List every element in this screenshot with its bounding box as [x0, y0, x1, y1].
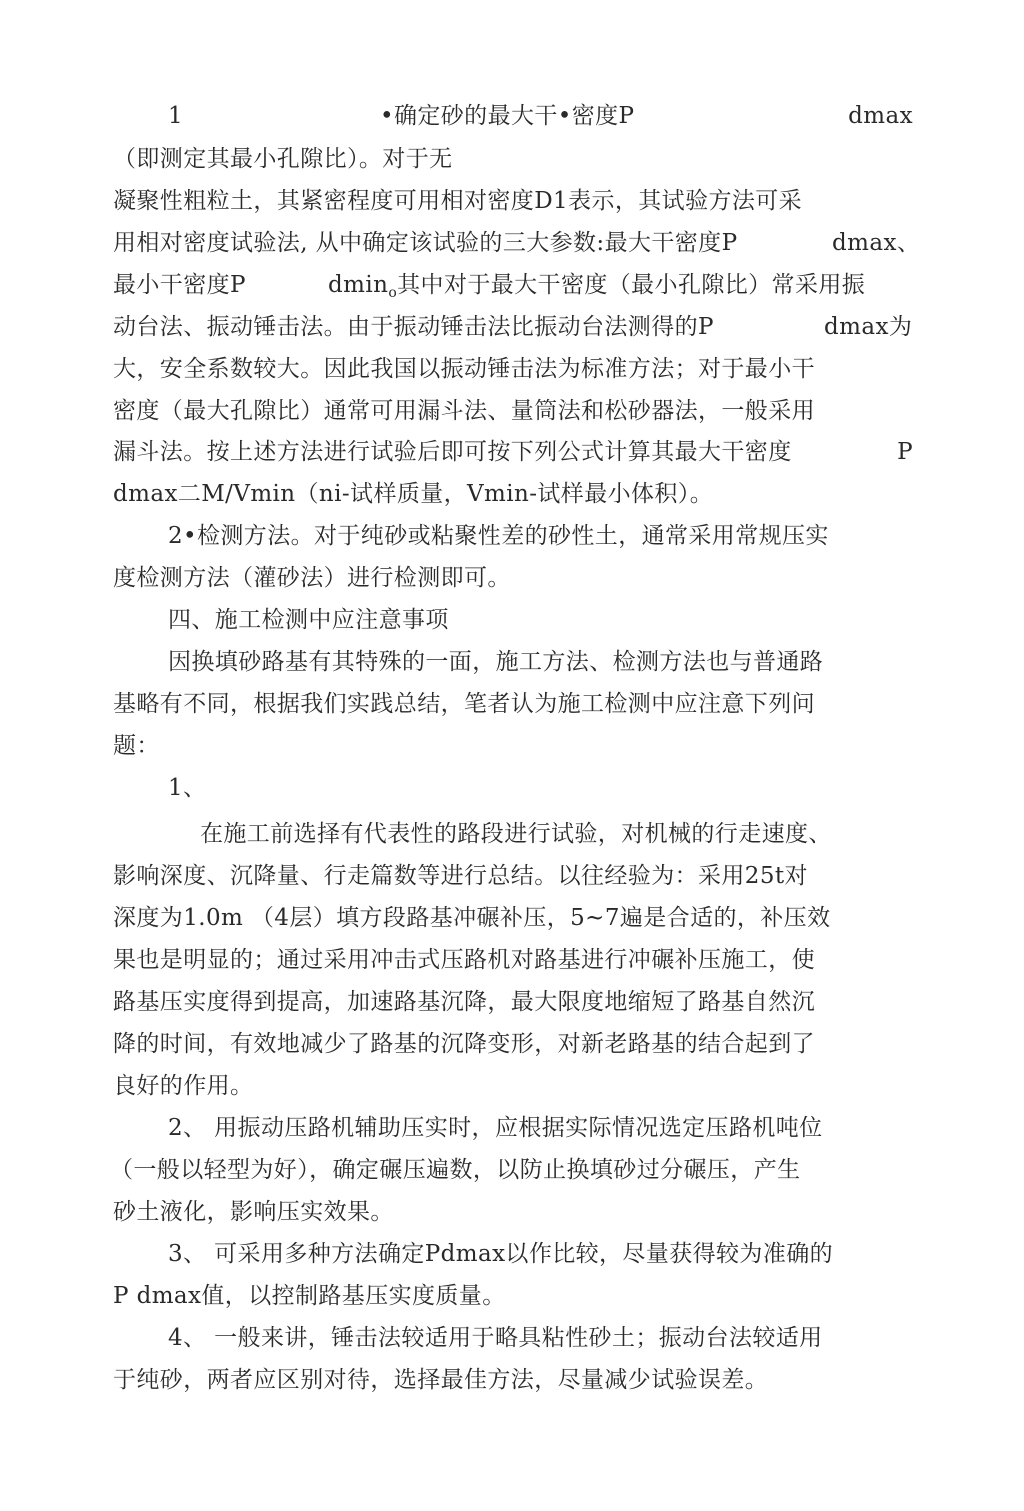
- text-line: dmax二M/Vmin（ni-试样质量，Vmin-试样最小体积）。: [113, 481, 714, 507]
- text-line: [113, 270, 913, 300]
- text-line: 2、 用振动压路机辅助压实时，应根据实际情况选定压路机吨位: [168, 1115, 823, 1141]
- text-line: 密度（最大孔隙比）通常可用漏斗法、量筒法和松砂器法，一般采用: [113, 398, 815, 424]
- text-line: P dmax值，以控制路基压实度质量。: [113, 1283, 506, 1309]
- text-line: 4、 一般来讲，锤击法较适用于略具粘性砂土；振动台法较适用: [168, 1325, 823, 1351]
- text-line: 凝聚性粗粒土，其紧密程度可用相对密度D1表示，其试验方法可采: [113, 188, 803, 214]
- section-heading: 四、施工检测中应注意事项: [168, 607, 449, 633]
- text-line: 路基压实度得到提高，加速路基沉降，最大限度地缩短了路基自然沉: [113, 989, 815, 1015]
- text-line: 降的时间，有效地减少了路基的沉降变形，对新老路基的结合起到了: [113, 1031, 815, 1057]
- text-line: 良好的作用。: [113, 1073, 254, 1099]
- text-line: 影响深度、沉降量、行走篇数等进行总结。以往经验为：采用25t对: [113, 863, 808, 889]
- text-line: 在施工前选择有代表性的路段进行试验，对机械的行走速度、: [200, 821, 832, 847]
- text-fragment: 用相对密度试验法, 从中确定该试验的三大参数:最大干密度P: [113, 230, 738, 256]
- text-line: 果也是明显的；通过采用冲击式压路机对路基进行冲碾补压施工，使: [113, 947, 815, 973]
- text-fragment: •确定砂的最大干•密度P: [380, 103, 635, 129]
- text-line: 因换填砂路基有其特殊的一面，施工方法、检测方法也与普通路: [168, 649, 824, 675]
- text-line: [113, 437, 913, 467]
- text-fragment: 动台法、振动锤击法。由于振动锤击法比振动台法测得的P: [113, 314, 714, 340]
- text-line: 于纯砂，两者应区别对待，选择最佳方法，尽量减少试验误差。: [113, 1367, 769, 1393]
- text-line: 题：: [113, 733, 160, 759]
- text-line: 3、 可采用多种方法确定Pdmax以作比较，尽量获得较为准确的: [168, 1241, 834, 1267]
- list-number: 1: [168, 103, 184, 129]
- text-fragment: [328, 270, 865, 308]
- text-fragment: 漏斗法。按上述方法进行试验后即可按下列公式计算其最大干密度: [113, 439, 792, 465]
- text-fragment: dmin: [328, 272, 389, 298]
- text-line: 深度为1.0m （4层）填方段路基冲碾补压，5~7遍是合适的，补压效: [113, 905, 831, 931]
- text-line: 砂土液化，影响压实效果。: [113, 1199, 394, 1225]
- text-fragment: dmax、: [832, 230, 921, 256]
- text-fragment: dmax为: [824, 314, 913, 340]
- text-line: （即测定其最小孔隙比）。对于无: [113, 146, 453, 172]
- text-fragment: 最小干密度P: [113, 272, 246, 298]
- text-line: [113, 312, 913, 342]
- text-line: （一般以轻型为好），确定碾压遍数，以防止换填砂过分碾压，产生: [110, 1157, 801, 1183]
- text-line: 度检测方法（灌砂法）进行检测即可。: [113, 565, 511, 591]
- text-fragment: P: [897, 439, 913, 465]
- text-line: [113, 228, 921, 258]
- text-line: 2•检测方法。对于纯砂或粘聚性差的砂性土，通常采用常规压实: [168, 523, 829, 549]
- list-number: 1、: [168, 775, 207, 801]
- text-fragment: 其中对于最大干密度（最小孔隙比）常采用振: [397, 272, 866, 298]
- text-fragment: dmax: [848, 103, 913, 129]
- text-line: 基略有不同，根据我们实践总结，笔者认为施工检测中应注意下列问: [113, 691, 815, 717]
- text-line: 大，安全系数较大。因此我国以振动锤击法为标准方法；对于最小干: [113, 356, 815, 382]
- subscript: o: [388, 285, 398, 301]
